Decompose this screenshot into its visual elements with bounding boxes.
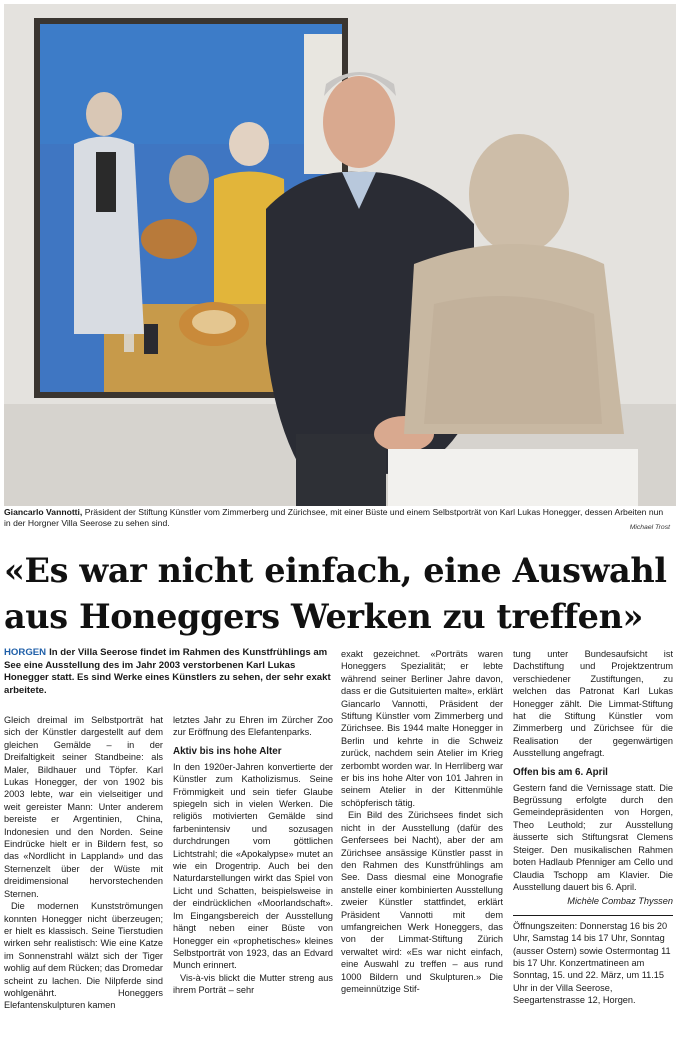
photo-illustration (4, 4, 676, 506)
photo-caption (4, 507, 664, 530)
subheading: Aktiv bis ins hohe Alter (173, 745, 282, 757)
photo-credit: Michael Trost (629, 524, 670, 531)
article-photo (4, 4, 676, 506)
paragraph: Gleich dreimal im Selbstporträt hat sich der Künstler dargestellt auf dem gleichen Gemälde – in der Dreifaltigkeit seiner Standbeine: als Maler, Bildhauer und Töpfer. Karl Lukas Honegger, der von 1902 bis 2003 lebte, war ein vielseitiger und weit gereister Mann: Unter anderem bereiste er Argentinien, China, Indonesien und den Norden. Seine Eindrücke hielt er in Bildern fest, so das «Nordlicht in Lappland» und das Sternenzelt über der Wüste mit dreidimensional hervorstechenden Sternen. (4, 715, 163, 899)
opening-hours-info: Öffnungszeiten: Donnerstag 16 bis 20 Uhr, Samstag 14 bis 17 Uhr, Sonntag (ausser Ostern) sowie Ostermontag 11 bis 17 Uhr. Konzertmatineen am Sonntag, 15. und 22. März, um 11.15 Uhr in der Villa Seerose, Seegartenstrasse 12, Horgen. (513, 915, 673, 1007)
paragraph: letztes Jahr zu Ehren im Zürcher Zoo zur Eröffnung des Elefantenparks. (173, 715, 333, 738)
paragraph: Ein Bild des Zürichsees findet sich nicht in der Ausstellung (dafür des Genfersees bei Nacht), aber der am Zürichsee ansässige Künstler passt in den Rahmen des Kunstfrühlings am See. Dass diesmal eine Monografie anstelle einer kombinierten Ausstellung zweier Künstler stattfindet, erklärt Präsident Vannotti mit dem umfangreichen Werk Honeggers, das von der Limmat-Stiftung Zürich verwaltet wird: «Es war nicht einfach, eine Auswahl zu treffen – aus rund 1000 Bildern und Skulpturen.» Die gemeinnützige Stif- (341, 810, 503, 994)
article-column-1 (4, 714, 163, 1012)
paragraph: exakt gezeichnet. «Porträts waren Honeggers Spezialität; er lebte während seiner Berliner Jahre davon, dass er die Gutsituierten malte», erklärt Giancarlo Vannotti, Präsident der Stiftung Künstler vom Zimmerberg und Zürichsee. Bis 1944 malte Honegger in Berlin und kehrte in die Schweiz zurück, nachdem sein Atelier im Krieg zerbombt worden war. In Herrliberg war er bis ins hohe Alter von 101 Jahren in seinem Atelier in der Kittenmühle schöpferisch tätig. (341, 649, 503, 808)
article-column-3 (341, 648, 503, 995)
paragraph: Vis-à-vis blickt die Mutter streng aus ihrem Porträt – sehr (173, 972, 333, 996)
paragraph: Die modernen Kunstströmungen konnten Honegger nicht überzeugen; er hielt es klassisch. Seine Tierstudien wirken sehr realistisch: Wie eine Katze im Sonnenstrahl wälzt sich der Tiger wohlig auf dem Rücken; das Dromedar scheint zu lachen. Die Nilpferde sind wohlgenährt. Honeggers Elefantenskulpturen kamen (4, 901, 163, 1011)
caption-name: Giancarlo Vannotti, (4, 507, 83, 517)
lead-text: In der Villa Seerose findet im Rahmen des Kunstfrühlings am See eine Ausstellung des im Jahr 2003 verstorbenen Karl Lukas Honegger statt. Es sind Werke eines Künstlers zu sehen, der sehr exakt arbeitete. (4, 647, 331, 696)
article-headline (4, 548, 676, 640)
headline-line-2: aus Honeggers Werken zu treffen» (4, 597, 644, 636)
article-author: Michèle Combaz Thyssen (567, 896, 673, 907)
paragraph: Gestern fand die Vernissage statt. Die Begrüssung erfolgte durch den Gemeindepräsidenten von Horgen, Theo Leuthold; zur Ausstellung äusserte sich Stiftungsrat Clemens Steiger. Den musikalischen Rahmen boten Hadlaub Pfenniger am Cello und Claudia Tschopp am Klavier. Die Ausstellung dauert bis 6. April. (513, 782, 673, 892)
paragraph: tung unter Bundesaufsicht ist Dachstiftung und Projektzentrum verschiedener Zustiftungen, zu welchen das Patronat Karl Lukas Honegger zählt. Die Limmat-Stiftung hat die Stiftung Künstler vom Zimmerberg und Zürichsee für die Realisation der gegenwärtigen Ausstellung angefragt. (513, 649, 673, 759)
article-column-2 (173, 714, 333, 997)
dateline-location: HORGEN (4, 647, 47, 658)
subheading: Offen bis am 6. April (513, 766, 608, 778)
caption-text: Präsident der Stiftung Künstler vom Zimmerberg und Zürichsee, mit einer Büste und einem Selbstporträt von Karl Lukas Honegger, dessen Arbeiten nun in der Horgner Villa Seerose zu sehen sind. (4, 507, 664, 529)
paragraph: In den 1920er-Jahren konvertierte der Künstler zum Katholizismus. Seine Frömmigkeit und sein tiefer Glaube spiegeln sich in vielen Werken. Die religiös motivierten Gemälde sind farbenintensiv und sozusagen durchdrungen vom göttlichen Lichtstrahl; die «Apokalypse» mutet an wie ein Drogentrip. Auch bei den Naturdarstellungen wirkt das Spiel von Licht und Schatten, beispielsweise in der eindrücklichen «Moorlandschaft». Im Eingangsbereich der Ausstellung hängt neben einer Büste von Honegger ein «prophetisches» kleines Selbstporträt von 1923, das an Edvard Munch erinnert. (173, 761, 333, 971)
article-column-4 (513, 648, 673, 1007)
headline-line-1: «Es war nicht einfach, eine Auswahl (4, 551, 667, 590)
article-lead (4, 647, 334, 697)
